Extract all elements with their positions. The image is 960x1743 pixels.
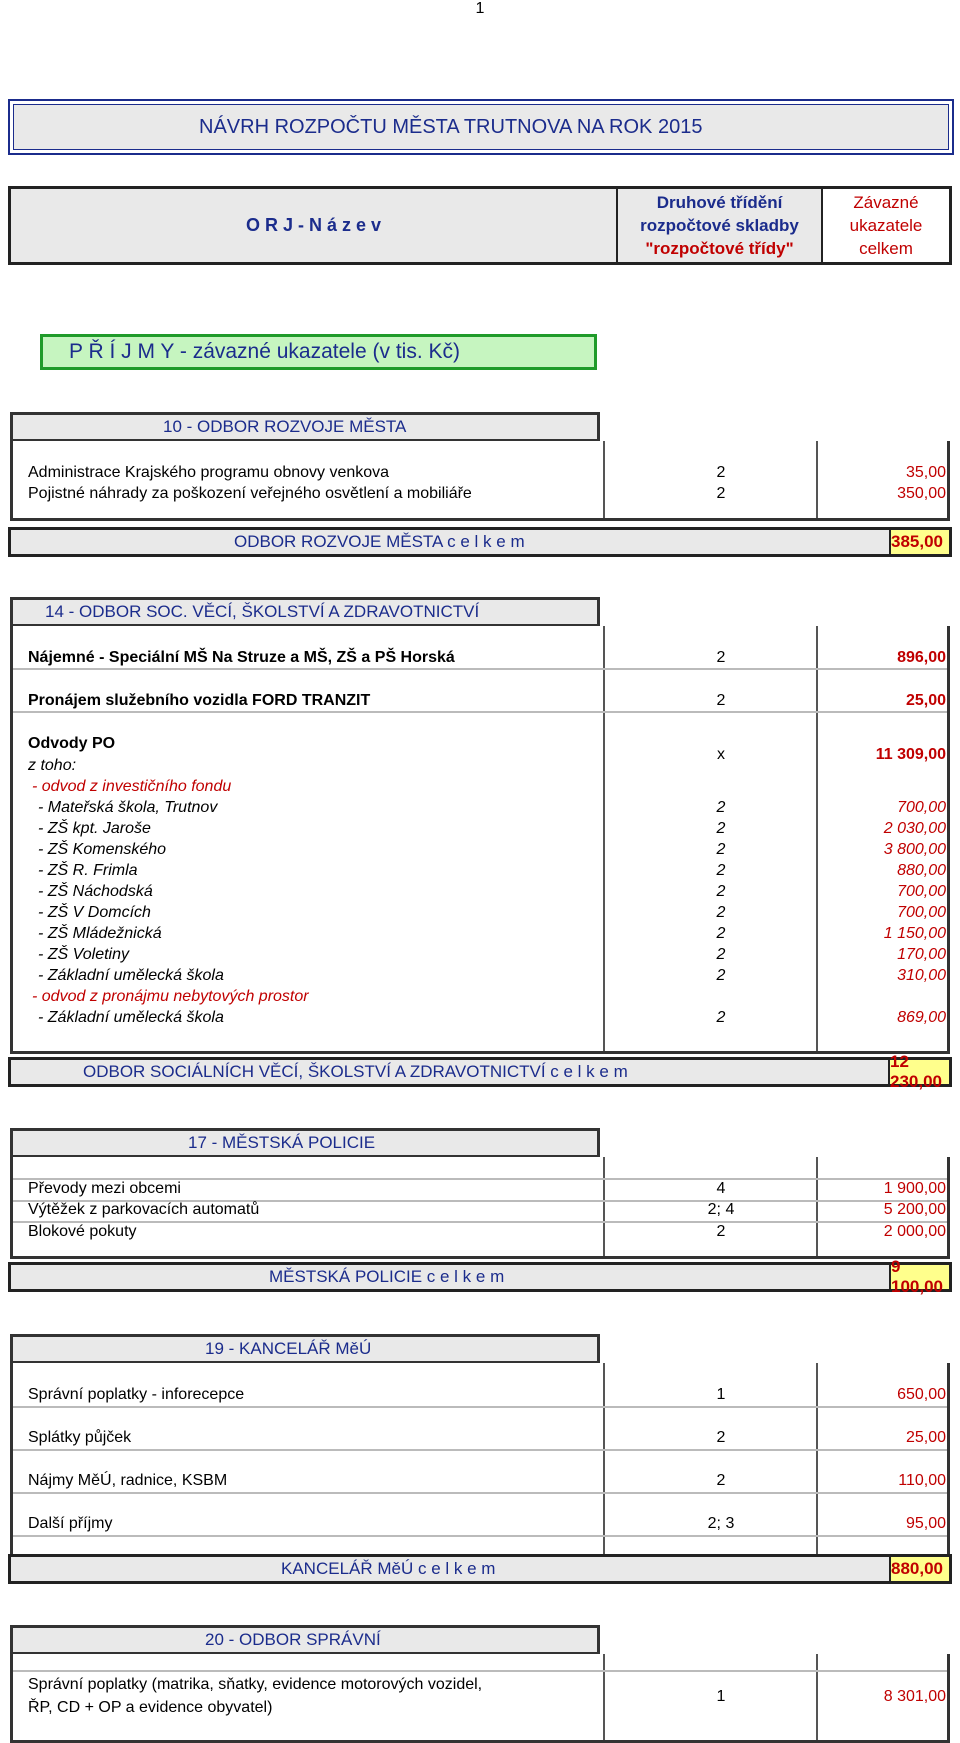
row-label: - Mateřská škola, Trutnov <box>38 799 218 816</box>
row-class: 2 <box>716 883 726 900</box>
header-druhove-trideni <box>618 189 823 262</box>
row-value: 5 200,00 <box>883 1201 946 1218</box>
row-label: - odvod z investičního fondu <box>32 778 232 795</box>
row-class: 1 <box>716 1688 726 1705</box>
row-value: 35,00 <box>905 464 946 481</box>
row-label: Blokové pokuty <box>28 1223 137 1240</box>
table-row <box>16 462 946 483</box>
table-row <box>16 1470 946 1491</box>
row-class: 2 <box>716 1429 726 1446</box>
table-row <box>16 923 946 944</box>
row-value: 1 150,00 <box>883 925 946 942</box>
row-label: - ZŠ R. Frimla <box>38 862 138 879</box>
row-value: 170,00 <box>897 946 946 963</box>
row-label: Nájemné - Speciální MŠ Na Struze a MŠ, ZŠ a PŠ Horská <box>28 649 455 666</box>
table-row <box>16 1697 946 1718</box>
row-class: 2 <box>716 862 726 879</box>
row-value: 896,00 <box>897 649 946 666</box>
table-row <box>16 902 946 923</box>
row-label: - ZŠ Mládežnická <box>38 925 162 942</box>
table-row <box>16 690 946 711</box>
header-zavazne-ukazatele <box>823 189 949 262</box>
header-zav-line3: celkem <box>859 239 913 258</box>
row-label: - ZŠ Náchodská <box>38 883 153 900</box>
header-druh-line3: "rozpočtové třídy" <box>645 239 794 258</box>
row-value: 700,00 <box>897 799 946 816</box>
section-total-value: 9 100,00 <box>889 1265 949 1289</box>
row-class: 2 <box>716 485 726 502</box>
row-label: z toho: <box>28 757 77 774</box>
row-value: 2 000,00 <box>883 1223 946 1240</box>
row-class: 2 <box>716 692 726 709</box>
table-row <box>16 965 946 986</box>
section-title: 19 - KANCELÁŘ MěÚ <box>10 1334 600 1363</box>
table-row <box>16 1513 946 1534</box>
header-zav-line1: Závazné <box>853 193 919 212</box>
section-total <box>8 527 952 557</box>
header-orj-name: O R J - N á z e v <box>11 189 618 262</box>
section-total-value: 385,00 <box>889 530 949 554</box>
row-class: 2 <box>716 904 726 921</box>
table-row <box>16 1384 946 1405</box>
row-value: 869,00 <box>897 1009 946 1026</box>
row-class: 2 <box>716 1223 726 1240</box>
row-label: - ZŠ kpt. Jaroše <box>38 820 151 837</box>
row-value: 700,00 <box>897 883 946 900</box>
row-value: 25,00 <box>905 692 946 709</box>
document-title-box <box>8 99 954 155</box>
section-title: 10 - ODBOR ROZVOJE MĚSTA <box>10 412 600 441</box>
row-label: - Základní umělecká škola <box>38 967 224 984</box>
section-total-label: ODBOR ROZVOJE MĚSTA c e l k e m <box>234 532 525 551</box>
row-class: 2 <box>716 1009 726 1026</box>
row-class: 2 <box>716 799 726 816</box>
row-class: 2 <box>716 967 726 984</box>
row-class: 2 <box>716 649 726 666</box>
row-label: Převody mezi obcemi <box>28 1180 181 1197</box>
table-row <box>16 1221 946 1242</box>
table-row <box>16 1178 946 1199</box>
table-row <box>16 860 946 881</box>
row-label: Správní poplatky - inforecepce <box>28 1386 245 1403</box>
table-row <box>16 986 946 1007</box>
row-class: 2 <box>716 925 726 942</box>
row-label: Splátky půjček <box>28 1429 132 1446</box>
row-class: 2 <box>716 946 726 963</box>
header-druh-line1: Druhové třídění <box>656 193 783 212</box>
row-label: Pronájem služebního vozidla FORD TRANZIT <box>28 692 371 709</box>
row-value: 880,00 <box>897 862 946 879</box>
row-label: - ZŠ Voletiny <box>38 946 129 963</box>
table-row <box>16 1007 946 1028</box>
section-total <box>8 1052 952 1091</box>
section-total <box>8 1554 952 1584</box>
header-druh-line2: rozpočtové skladby <box>640 216 799 235</box>
row-label: Pojistné náhrady za poškození veřejného osvětlení a mobiliáře <box>28 485 472 502</box>
row-label: Výtěžek z parkovacích automatů <box>28 1201 260 1218</box>
table-row <box>16 839 946 860</box>
row-value: 700,00 <box>897 904 946 921</box>
table-row <box>16 483 946 504</box>
row-class: 2; 3 <box>707 1515 735 1532</box>
section-title: 14 - ODBOR SOC. VĚCÍ, ŠKOLSTVÍ A ZDRAVOTNICTVÍ <box>10 597 600 626</box>
row-label: Administrace Krajského programu obnovy venkova <box>28 464 390 481</box>
row-label: - Základní umělecká škola <box>38 1009 224 1026</box>
row-value: 25,00 <box>905 1429 946 1446</box>
table-row <box>16 881 946 902</box>
row-value: 650,00 <box>897 1386 946 1403</box>
table-row <box>16 776 946 797</box>
table-row <box>16 755 946 776</box>
table-row <box>16 797 946 818</box>
table-row <box>16 647 946 668</box>
row-label: Správní poplatky (matrika, sňatky, evidence motorových vozidel, <box>28 1676 483 1693</box>
row-label: Další příjmy <box>28 1515 113 1532</box>
row-value: 350,00 <box>897 485 946 502</box>
row-label: - ZŠ Komenského <box>38 841 167 858</box>
row-class: 2 <box>716 820 726 837</box>
row-label: - odvod z pronájmu nebytových prostor <box>32 988 309 1005</box>
table-header <box>8 186 952 265</box>
document-title: NÁVRH ROZPOČTU MĚSTA TRUTNOVA NA ROK 2015 <box>13 104 949 150</box>
row-class: 1 <box>716 1386 726 1403</box>
row-value: 95,00 <box>905 1515 946 1532</box>
row-label: ŘP, CD + OP a evidence obyvatel) <box>28 1699 273 1716</box>
row-label: Odvody PO <box>28 735 116 752</box>
row-class: 2 <box>716 1472 726 1489</box>
section-total-value: 880,00 <box>889 1557 949 1581</box>
row-value: 3 800,00 <box>883 841 946 858</box>
section-title: 17 - MĚSTSKÁ POLICIE <box>10 1128 600 1157</box>
row-value: 11 309,00 <box>875 746 946 763</box>
section-total-label: ODBOR SOCIÁLNÍCH VĚCÍ, ŠKOLSTVÍ A ZDRAVOTNICTVÍ c e l k e m <box>83 1062 628 1081</box>
section-title: 20 - ODBOR SPRÁVNÍ <box>10 1625 600 1654</box>
section-total-value: 12 230,00 <box>888 1060 949 1084</box>
row-label: Nájmy MěÚ, radnice, KSBM <box>28 1472 228 1489</box>
table-row <box>16 944 946 965</box>
row-class: x <box>717 746 725 763</box>
row-value: 2 030,00 <box>883 820 946 837</box>
header-zav-line2: ukazatele <box>849 216 923 235</box>
row-value: 110,00 <box>898 1472 946 1489</box>
table-row <box>16 818 946 839</box>
row-value: 8 301,00 <box>883 1688 946 1705</box>
page-number: 1 <box>475 0 485 17</box>
section-total-label: KANCELÁŘ MěÚ c e l k e m <box>281 1559 496 1578</box>
section-total <box>8 1257 952 1296</box>
row-class: 4 <box>716 1180 726 1197</box>
table-row <box>16 1427 946 1448</box>
row-label: - ZŠ V Domcích <box>38 904 151 921</box>
row-value: 310,00 <box>897 967 946 984</box>
prijmy-banner: P Ř Í J M Y - závazné ukazatele (v tis. Kč) <box>40 334 597 370</box>
row-class: 2 <box>716 464 726 481</box>
row-value: 1 900,00 <box>883 1180 946 1197</box>
row-class: 2 <box>716 841 726 858</box>
table-row <box>16 1199 946 1220</box>
section-total-label: MĚSTSKÁ POLICIE c e l k e m <box>269 1267 505 1286</box>
row-class: 2; 4 <box>707 1201 735 1218</box>
